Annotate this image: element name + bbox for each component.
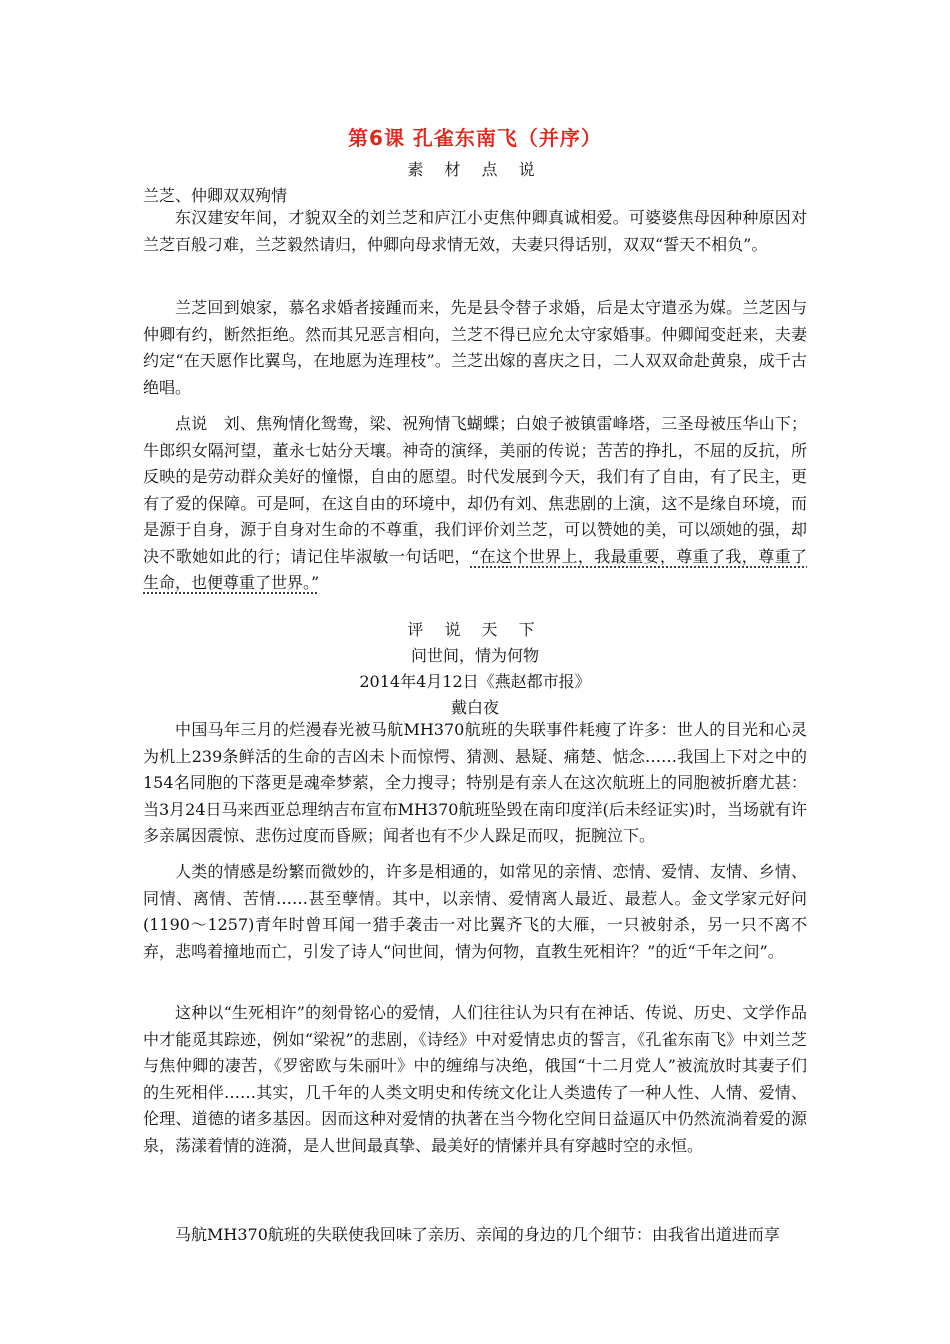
article-paragraph-1: 中国马年三月的烂漫春光被马航MH370航班的失联事件耗瘦了许多：世人的目光和心灵为机上239条鲜活的生命的吉凶未卜而惊愕、猜测、悬疑、痛楚、惦念……我国上下对之中的154名同胞的下落更是魂牵梦萦，全力搜寻；特别是有亲人在这次航班上的同胞被折磨尤甚：当3月24日马来西亚总理纳吉布宣布MH370航班坠毁在南印度洋(后未经证实)时，当场就有许多亲属因震惊、悲伤过度而昏厥；闻者也有不少人跺足而叹，扼腕泣下。	[143, 720, 807, 845]
article-source: 2014年4月12日《燕赵都市报》	[359, 672, 591, 691]
story-subheading: 兰芝、仲卿双双殉情	[143, 186, 288, 205]
article-paragraph-4: 马航MH370航班的失联使我回味了亲历、亲闻的身边的几个细节：由我省出道进而享	[175, 1225, 780, 1244]
section-heading-review: 评 说 天 下	[407, 620, 543, 639]
commentary-quote: “在这个世界上，我最重要，尊重了我，尊重了生命，也便尊重了世界。”	[143, 546, 807, 592]
article-paragraph-2: 人类的情感是纷繁而微妙的，许多是相通的，如常见的亲情、恋情、爱情、友情、乡情、同情、离情、苦情……甚至孽情。其中，以亲情、爱情离人最近、最惹人。金文学家元好问(1190～1257)青年时曾耳闻一猎手袭击一对比翼齐飞的大雁，一只被射杀，另一只不离不弃，悲鸣着撞地而亡，引发了诗人“问世间，情为何物，直教生死相许？”的近“千年之问”。	[143, 862, 807, 961]
commentary-paragraph	[143, 411, 807, 597]
section-heading-material: 素 材 点 说	[407, 160, 543, 179]
story-paragraph-2: 兰芝回到娘家，慕名求婚者接踵而来，先是县令替子求婚，后是太守遣丞为媒。兰芝因与仲卿有约，断然拒绝。然而其兄恶言相向，兰芝不得已应允太守家婚事。仲卿闻变赶来，夫妻约定“在天愿作比翼鸟，在地愿为连理枝”。兰芝出嫁的喜庆之日，二人双双命赴黄泉，成千古绝唱。	[143, 298, 807, 397]
article-title: 问世间，情为何物	[410, 646, 539, 665]
commentary-text: 点说 刘、焦殉情化鸳鸯，梁、祝殉情飞蝴蝶；白娘子被镇雷峰塔，三圣母被压华山下；牛郎织女隔河望，董永七姑分天壤。神奇的演绎，美丽的传说；苦苦的挣扎，不屈的反抗，所反映的是劳动群众美好的憧憬，自由的愿望。时代发展到今天，我们有了自由，有了民主，更有了爱的保障。可是呵，在这自由的环境中，却仍有刘、焦悲剧的上演，这不是缘自环境，而是源于自身，源于自身对生命的不尊重，我们评价刘兰芝，可以赞她的美，可以颂她的强，却决不歌她如此的行；请记住毕淑敏一句话吧，	[143, 414, 807, 566]
story-paragraph-1: 东汉建安年间，才貌双全的刘兰芝和庐江小吏焦仲卿真诚相爱。可婆婆焦母因种种原因对兰芝百般刁难，兰芝毅然请归，仲卿向母求情无效，夫妻只得话别，双双“誓天不相负”。	[143, 208, 807, 254]
lesson-title: 第6课 孔雀东南飞（并序）	[348, 126, 602, 150]
article-paragraph-3: 这种以“生死相许”的刻骨铭心的爱情，人们往往认为只有在神话、传说、历史、文学作品中才能觅其踪迹，例如“梁祝”的悲剧，《诗经》中对爱情忠贞的誓言，《孔雀东南飞》中刘兰芝与焦仲卿的凄苦，《罗密欧与朱丽叶》中的缠绵与决绝，俄国“十二月党人”被流放时其妻子们的生死相伴……其实，几千年的人类文明史和传统文化让人类遗传了一种人性、人情、爱情、伦理、道德的诸多基因。因而这种对爱情的执著在当今物化空间日益逼仄中仍然流淌着爱的源泉，荡漾着情的涟漪，是人世间最真挚、最美好的情愫并具有穿越时空的永恒。	[143, 1003, 807, 1155]
article-author: 戴白夜	[450, 698, 499, 717]
